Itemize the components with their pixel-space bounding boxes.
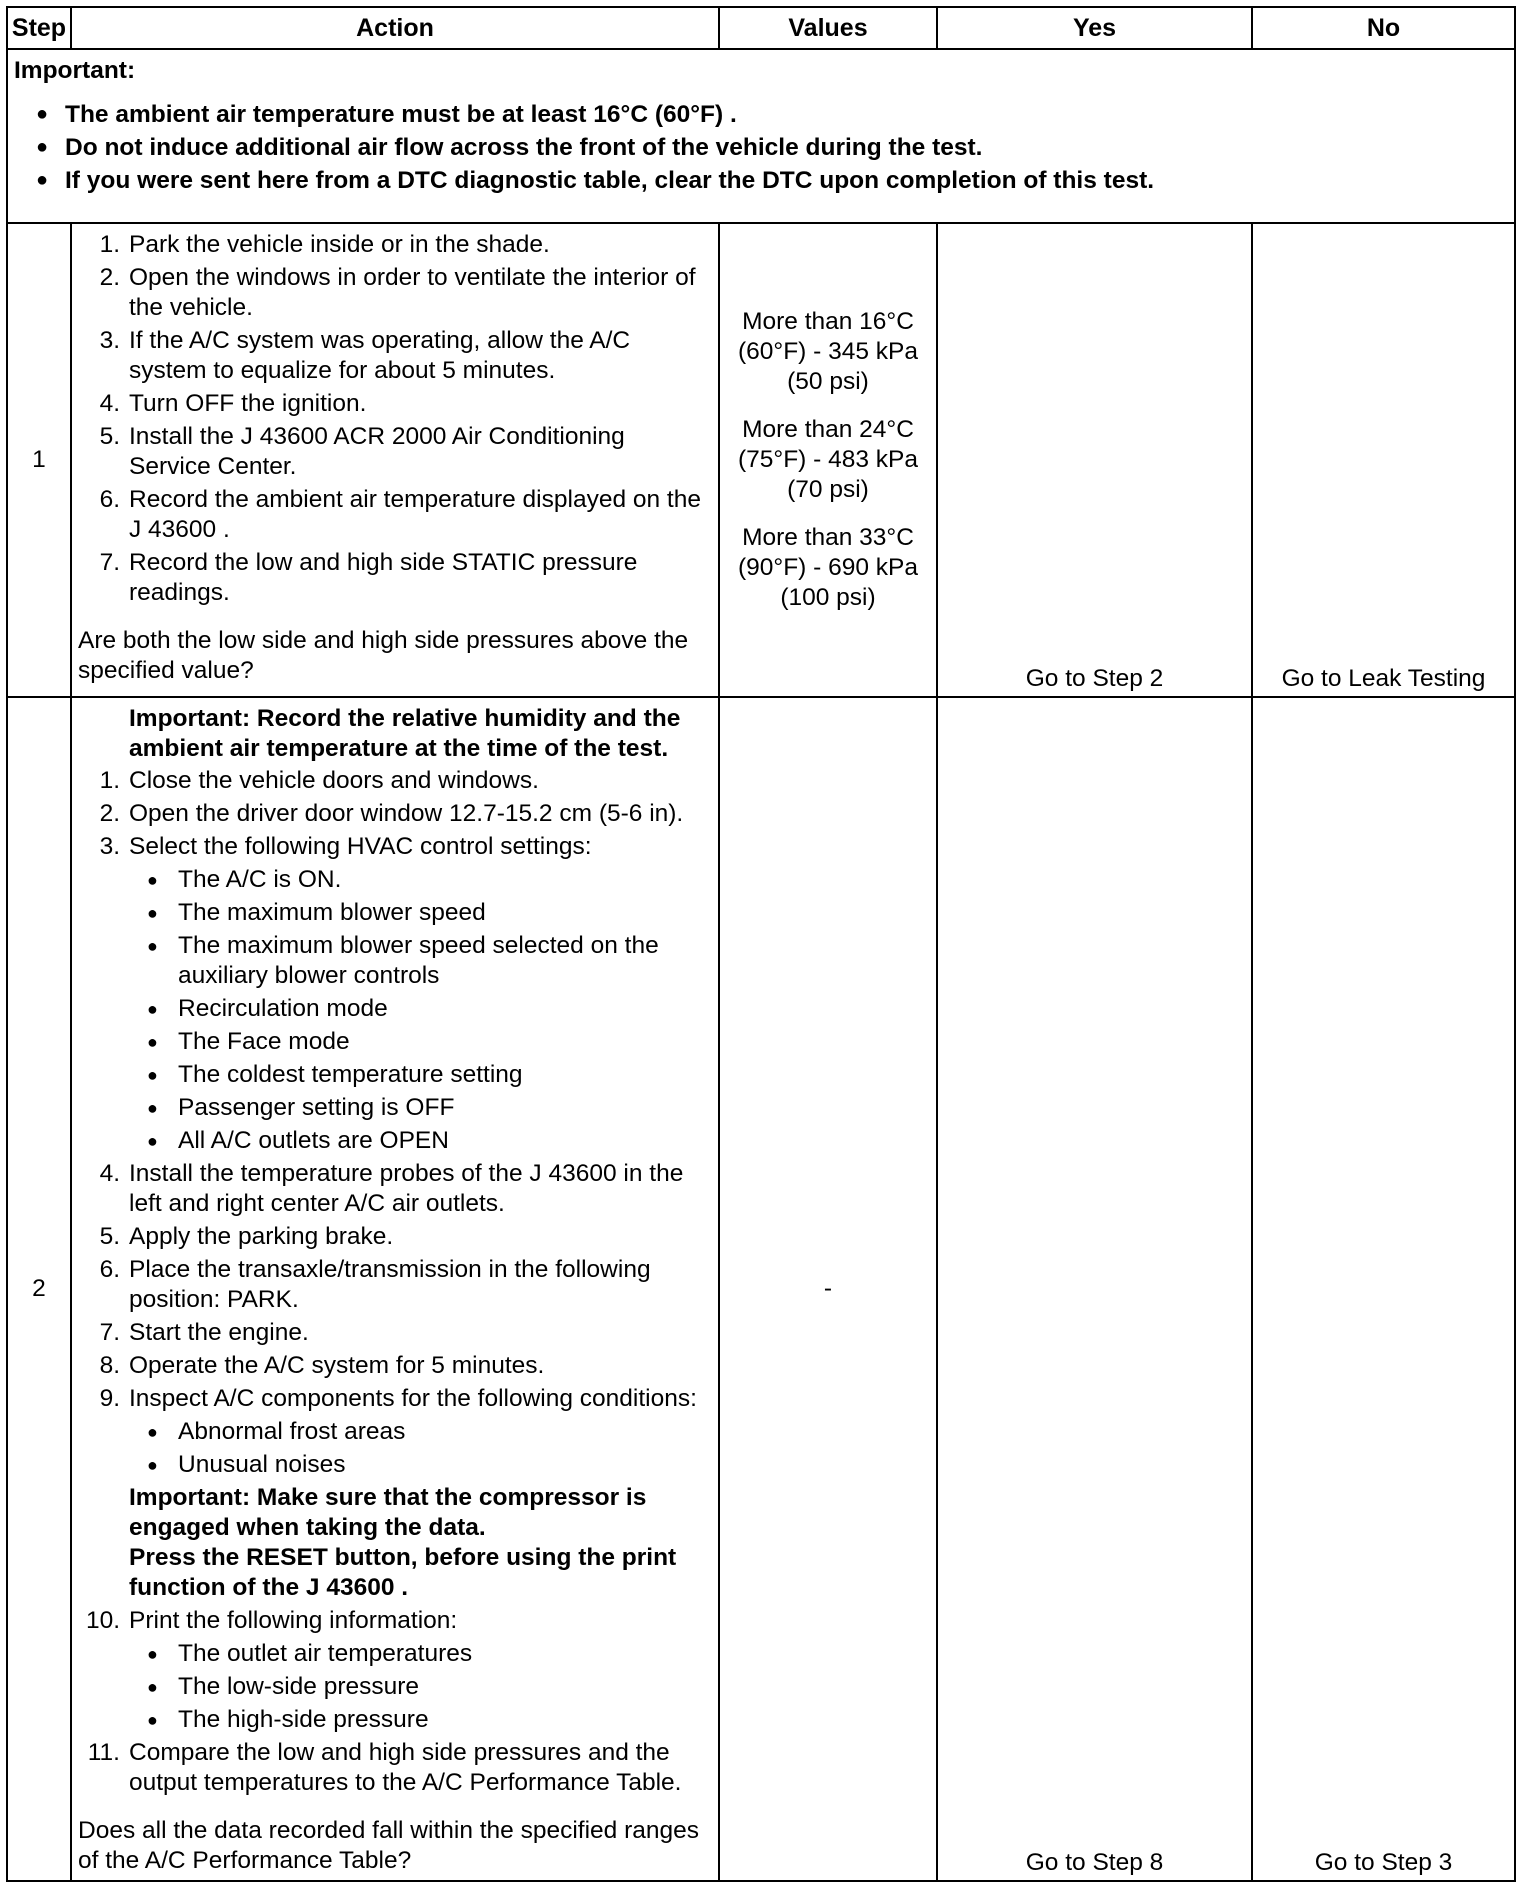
list-item: 7. Start the engine. (99, 1319, 309, 1346)
step-2-question: Does all the data recorded fall within the specified ranges of the A/C Performance Table? (78, 1817, 700, 1874)
list-item: 6. Place the transaxle/transmission in the following position: PARK. (99, 1256, 651, 1313)
step-1-no: Go to Leak Testing (1252, 223, 1515, 697)
list-item: 11. Compare the low and high side pressures and the output temperatures to the A/C Performance Table. (87, 1739, 682, 1796)
important-note-row (7, 49, 1515, 223)
note-list (14, 98, 1508, 197)
list-item: 3. Select the following HVAC control settings: ● The A/C is ON. ● The maximum blower speed ● The maximum blower speed selected on the auxiliary blower controls ● Recirculation mode ● The Face mode ● The coldest temperature setting ● Passenger setting is OFF ● All A/C outlets are OPEN (78, 832, 712, 1156)
list-item: 5. Install the J 43600 ACR 2000 Air Conditioning Service Center. (99, 423, 625, 480)
step-1-row (7, 223, 1515, 697)
list-item: ● The high-side pressure (129, 1705, 712, 1735)
list-item: ● All A/C outlets are OPEN (129, 1126, 712, 1156)
note-title: Important: (14, 57, 136, 84)
list-item: ● The maximum blower speed (129, 898, 712, 928)
list-item: 3. If the A/C system was operating, allow the A/C system to equalize for about 5 minutes. (99, 327, 631, 384)
list-item: ● Recirculation mode (129, 994, 712, 1024)
step-1-values (719, 223, 937, 697)
step-1-question: Are both the low side and high side pressures above the specified value? (78, 627, 689, 684)
list-item: ● Unusual noises (129, 1450, 712, 1480)
step-2-yes: Go to Step 8 (937, 697, 1252, 1881)
list-item: 4. Turn OFF the ignition. (99, 390, 367, 417)
important-note (7, 49, 1515, 223)
header-action: Action (71, 7, 719, 49)
note-item: ● If you were sent here from a DTC diagnostic table, clear the DTC upon completion of this test. (14, 164, 1508, 197)
list-item: 10. Print the following information: ● The outlet air temperatures ● The low-side pressure ● The high-side pressure (78, 1606, 712, 1735)
list-item: ● The maximum blower speed selected on the auxiliary blower controls (129, 931, 712, 991)
header-step: Step (7, 7, 71, 49)
list-item: ● The low-side pressure (129, 1672, 712, 1702)
diagnostic-table (6, 6, 1516, 1882)
list-item: ● The Face mode (129, 1027, 712, 1057)
list-item: ● The coldest temperature setting (129, 1060, 712, 1090)
list-item: 4. Install the temperature probes of the J 43600 in the left and right center A/C air outlets. (99, 1160, 684, 1217)
step-2-number: 2 (7, 697, 71, 1881)
list-item: 9. Inspect A/C components for the following conditions: ● Abnormal frost areas ● Unusual noises Important: Make sure that the compressor is engaged when taking the data. Press the RESET button, before using the print function of the J 43600 . (78, 1384, 712, 1603)
step-1-number: 1 (7, 223, 71, 697)
list-item: 1. Close the vehicle doors and windows. (99, 767, 539, 794)
list-item: 7. Record the low and high side STATIC pressure readings. (99, 549, 638, 606)
important-callout: Press the RESET button, before using the print function of the J 43600 . (129, 1544, 677, 1601)
value-entry: More than 33°C (90°F) - 690 kPa (100 psi) (737, 524, 918, 611)
step-2-no: Go to Step 3 (1252, 697, 1515, 1881)
conditions-list (129, 1417, 712, 1480)
step-2-list (78, 766, 712, 1798)
important-callout: Important: Record the relative humidity and the ambient air temperature at the time of the test. (129, 705, 681, 762)
list-item: ● The A/C is ON. (129, 865, 712, 895)
hvac-settings-list (129, 865, 712, 1156)
list-item: 5. Apply the parking brake. (99, 1223, 394, 1250)
list-item: ● Abnormal frost areas (129, 1417, 712, 1447)
list-item: ● Passenger setting is OFF (129, 1093, 712, 1123)
step-1-action (71, 223, 719, 697)
list-item: ● The outlet air temperatures (129, 1639, 712, 1669)
print-items-list (129, 1639, 712, 1735)
step-2-action (71, 697, 719, 1881)
important-callout: Important: Make sure that the compressor is engaged when taking the data. (129, 1484, 647, 1541)
value-entry: More than 16°C (60°F) - 345 kPa (50 psi) (737, 308, 918, 395)
list-item: 2. Open the driver door window 12.7-15.2 cm (5-6 in). (99, 800, 684, 827)
header-row (7, 7, 1515, 49)
list-item: 6. Record the ambient air temperature displayed on the J 43600 . (99, 486, 701, 543)
step-1-list (78, 230, 712, 608)
note-item: ● Do not induce additional air flow across the front of the vehicle during the test. (14, 131, 1508, 164)
header-no: No (1252, 7, 1515, 49)
step-2-row (7, 697, 1515, 1881)
list-item: 2. Open the windows in order to ventilate the interior of the vehicle. (99, 264, 696, 321)
header-values: Values (719, 7, 937, 49)
list-item: 8. Operate the A/C system for 5 minutes. (99, 1352, 545, 1379)
header-yes: Yes (937, 7, 1252, 49)
value-entry: More than 24°C (75°F) - 483 kPa (70 psi) (737, 416, 918, 503)
list-item: 1. Park the vehicle inside or in the shade. (99, 231, 550, 258)
step-1-yes: Go to Step 2 (937, 223, 1252, 697)
step-2-values: - (719, 697, 937, 1881)
note-item: ● The ambient air temperature must be at least 16°C (60°F) . (14, 98, 1508, 131)
